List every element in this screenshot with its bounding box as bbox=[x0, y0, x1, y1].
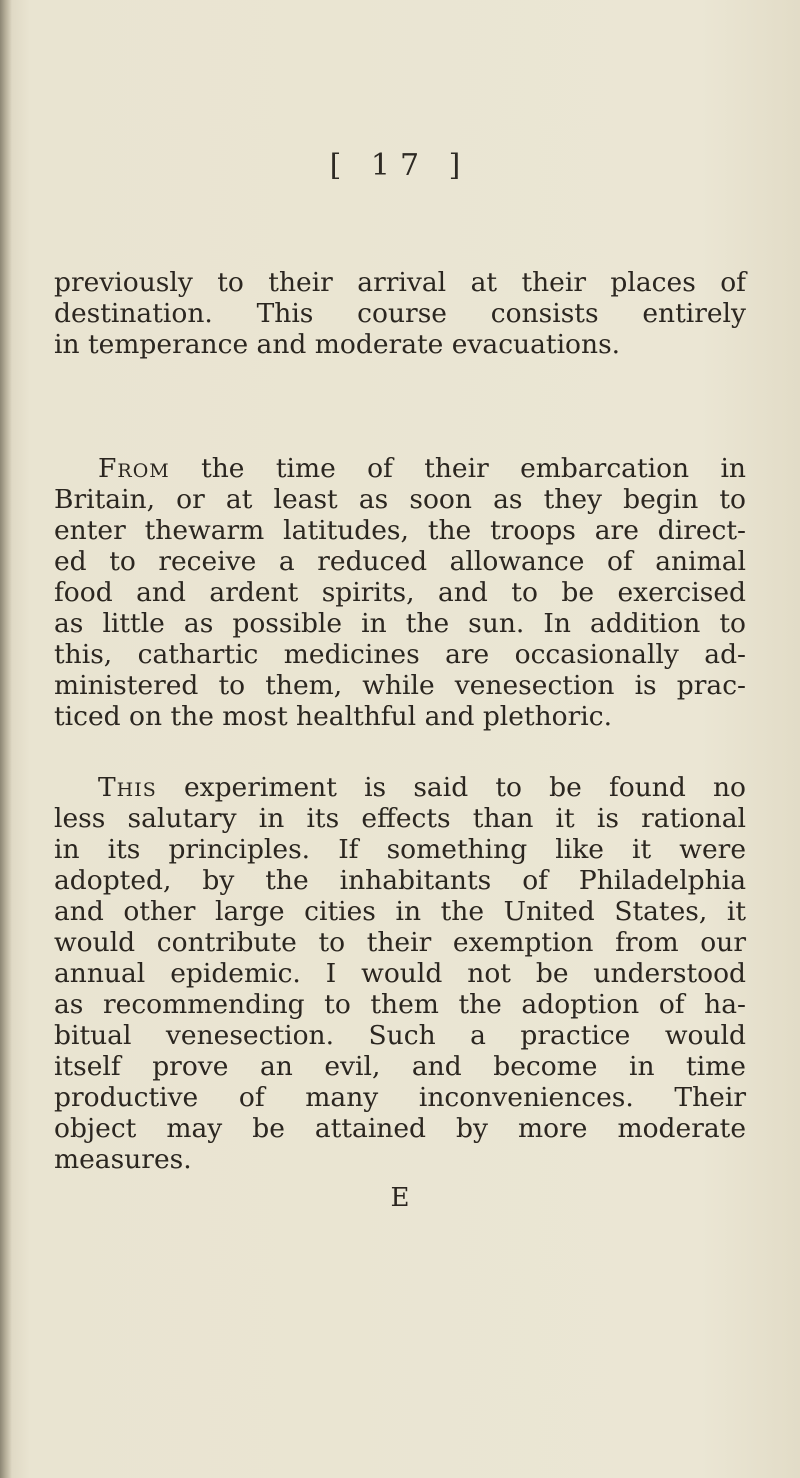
text-line: food and ardent spirits, and to be exercised bbox=[54, 577, 746, 608]
text-line: bitual venesection. Such a practice would bbox=[54, 1020, 746, 1051]
text-line: in temperance and moderate evacuations. bbox=[54, 329, 621, 360]
text-line: previously to their arrival at their places of bbox=[54, 267, 746, 298]
text-line: Britain, or at least as soon as they begin to bbox=[54, 484, 746, 515]
text-line: as recommending to them the adoption of ha- bbox=[54, 989, 746, 1020]
paragraph-1 bbox=[54, 267, 746, 360]
paragraph-lead-word: From bbox=[98, 453, 170, 484]
text-line: this, cathartic medicines are occasionally ad- bbox=[54, 639, 746, 670]
text-line: annual epidemic. I would not be understood bbox=[54, 958, 746, 989]
text-line: ticed on the most healthful and plethoric. bbox=[54, 701, 613, 732]
text-line-rest: experiment is said to be found no bbox=[156, 772, 746, 803]
text-line: less salutary in its effects than it is rational bbox=[54, 803, 746, 834]
text-line bbox=[54, 772, 746, 803]
text-line: productive of many inconveniences. Their bbox=[54, 1082, 746, 1113]
text-line: enter thewarm latitudes, the troops are direct- bbox=[54, 515, 746, 546]
text-line: and other large cities in the United States, it bbox=[54, 896, 746, 927]
paragraph-2 bbox=[54, 453, 746, 732]
text-line: would contribute to their exemption from our bbox=[54, 927, 746, 958]
text-line: in its principles. If something like it were bbox=[54, 834, 746, 865]
paragraph-3 bbox=[54, 772, 746, 1175]
paragraph-lead-word: This bbox=[98, 772, 157, 803]
signature-mark: E bbox=[390, 1183, 410, 1213]
text-line: adopted, by the inhabitants of Philadelphia bbox=[54, 865, 746, 896]
text-line: itself prove an evil, and become in time bbox=[54, 1051, 746, 1082]
text-line: ed to receive a reduced allowance of animal bbox=[54, 546, 746, 577]
page-number-header: [ 17 ] bbox=[329, 148, 471, 183]
text-line: destination. This course consists entirely bbox=[54, 298, 746, 329]
page-binding-edge bbox=[0, 0, 12, 1478]
text-line-rest: the time of their embarcation in bbox=[169, 453, 746, 484]
text-line bbox=[54, 453, 746, 484]
text-line: measures. bbox=[54, 1144, 192, 1175]
text-line: ministered to them, while venesection is prac- bbox=[54, 670, 746, 701]
text-line: as little as possible in the sun. In addition to bbox=[54, 608, 746, 639]
text-line: object may be attained by more moderate bbox=[54, 1113, 746, 1144]
